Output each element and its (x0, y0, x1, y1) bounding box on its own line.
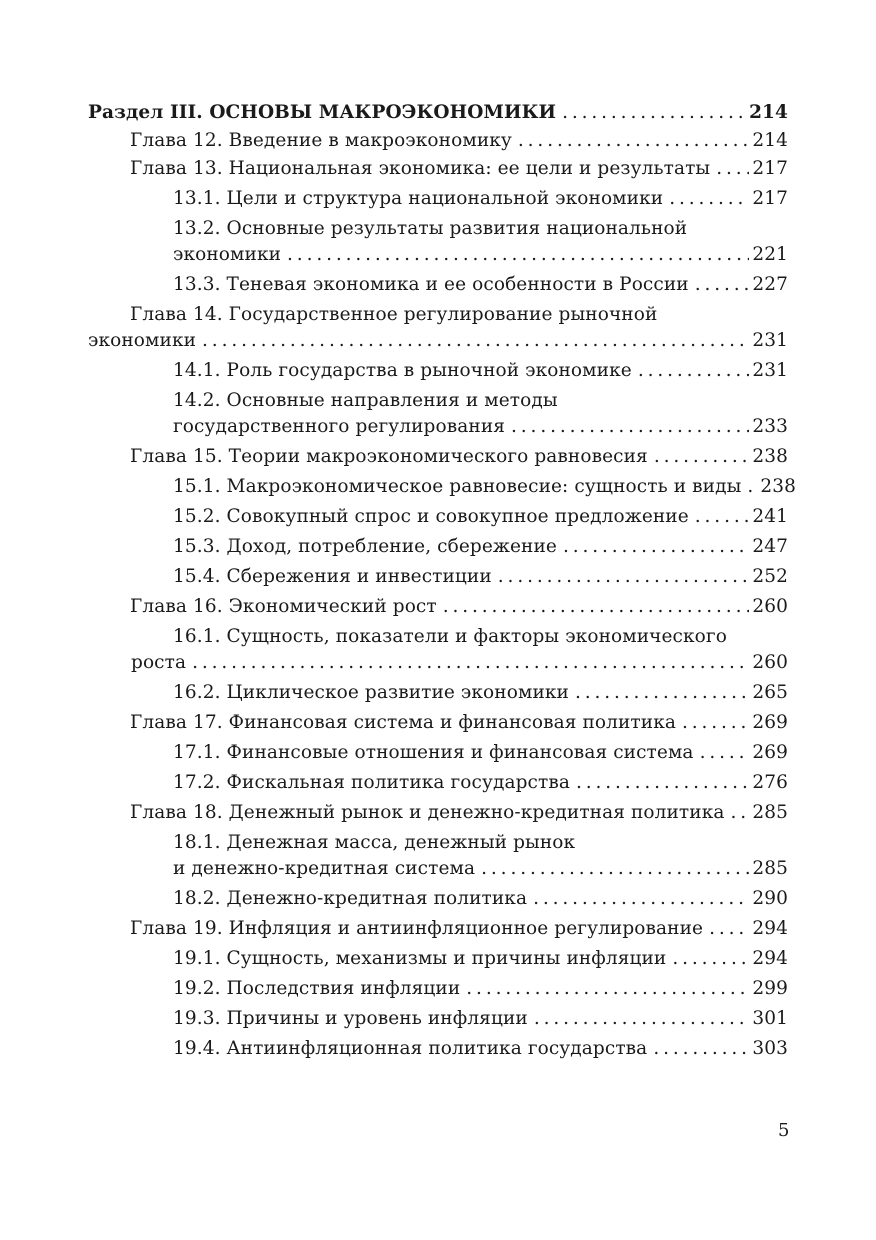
toc-entry-title: 16.2. Циклическое развитие экономики (173, 682, 569, 703)
toc-entry-page: 276 (752, 772, 788, 793)
toc-entry-title: 13.1. Цели и структура национальной экономики (173, 188, 664, 209)
dot-leader (709, 916, 749, 942)
toc-entry-page: 260 (752, 596, 788, 617)
toc-entry-title: Глава 16. Экономический рост (130, 596, 437, 617)
toc-section-3 (88, 100, 788, 126)
toc-subsection-15-2 (173, 504, 788, 530)
toc-entry-page: 241 (752, 506, 788, 527)
toc-subsection-19-3 (173, 1006, 788, 1032)
toc-subsection-13-2 (173, 216, 788, 268)
toc-subsection-15-1 (173, 474, 797, 500)
table-of-contents (88, 100, 797, 1066)
toc-entry-page: 303 (752, 1038, 788, 1059)
toc-entry-title: 17.2. Фискальная политика государства (173, 772, 570, 793)
toc-entry-page: 247 (752, 536, 788, 557)
toc-entry-page: 231 (752, 360, 788, 381)
toc-entry-page: 290 (752, 888, 788, 909)
toc-entry-page: 294 (752, 918, 788, 939)
dot-leader (511, 414, 749, 440)
toc-entry-title: 17.1. Финансовые отношения и финансовая система (173, 742, 694, 763)
toc-entry-page: 285 (752, 858, 788, 879)
toc-entry-title-line1: 14.2. Основные направления и методы (173, 390, 558, 411)
toc-entry-page: 269 (752, 712, 788, 733)
toc-subsection-15-3 (173, 534, 788, 560)
toc-entry-page: 301 (752, 1008, 788, 1029)
toc-subsection-16-2 (173, 680, 788, 706)
toc-subsection-19-4 (173, 1036, 788, 1062)
toc-entry-title: 15.2. Совокупный спрос и совокупное предложение (173, 506, 689, 527)
dot-leader (481, 856, 749, 882)
toc-entry-page: 285 (752, 802, 788, 823)
toc-subsection-13-1 (173, 186, 788, 212)
toc-subsection-14-2 (173, 388, 788, 440)
toc-entry-page: 265 (752, 682, 788, 703)
toc-entry-title: 19.4. Антиинфляционная политика государства (173, 1038, 648, 1059)
toc-chapter-19 (130, 916, 788, 942)
toc-entry-title: экономики (88, 330, 197, 351)
toc-entry-title: Глава 15. Теории макроэкономического равновесия (130, 446, 648, 467)
toc-entry-title: Глава 17. Финансовая система и финансовая политика (130, 712, 676, 733)
toc-subsection-18-2 (173, 886, 788, 912)
toc-entry-title-line1: 18.1. Денежная масса, денежный рынок (173, 832, 576, 853)
toc-subsection-13-3 (173, 272, 788, 298)
toc-entry-page: 214 (749, 102, 788, 123)
toc-chapter-18 (130, 800, 788, 826)
toc-entry-title: роста (131, 652, 187, 673)
toc-entry-title-line1: Глава 14. Государственное регулирование рыночной (130, 304, 658, 325)
toc-subsection-17-1 (173, 740, 788, 766)
toc-subsection-15-4 (173, 564, 788, 590)
dot-leader (654, 444, 750, 470)
toc-entry-title: 19.2. Последствия инфляции (173, 978, 461, 999)
toc-chapter-16 (130, 594, 788, 620)
toc-entry-title: экономики (173, 244, 282, 265)
dot-leader (443, 594, 750, 620)
toc-chapter-13 (130, 156, 788, 182)
toc-entry-title: Глава 13. Национальная экономика: ее цели и результаты (130, 158, 711, 179)
dot-leader (534, 1006, 750, 1032)
toc-entry-page: 252 (752, 566, 788, 587)
dot-leader (466, 976, 749, 1002)
toc-subsection-19-1 (173, 946, 788, 972)
toc-entry-title: 15.4. Сбережения и инвестиции (173, 566, 492, 587)
toc-entry-title: и денежно-кредитная система (173, 858, 476, 879)
page-number: 5 (778, 1120, 790, 1141)
toc-entry-title: 18.2. Денежно-кредитная политика (173, 888, 528, 909)
dot-leader (563, 534, 749, 560)
dot-leader (672, 946, 749, 972)
dot-leader (695, 272, 750, 298)
dot-leader (653, 1036, 749, 1062)
toc-entry-title-line1: 13.2. Основные результаты развития национальной (173, 218, 688, 239)
toc-entry-page: 214 (752, 130, 788, 151)
toc-subsection-18-1 (173, 830, 788, 882)
toc-entry-title: 14.1. Роль государства в рыночной экономике (173, 360, 632, 381)
toc-entry-page: 227 (752, 274, 788, 295)
dot-leader (576, 770, 749, 796)
dot-leader (638, 358, 750, 384)
dot-leader (682, 710, 749, 736)
toc-subsection-16-1 (131, 624, 788, 676)
dot-leader (700, 740, 750, 766)
toc-entry-page: 217 (752, 158, 788, 179)
toc-entry-page: 231 (752, 330, 788, 351)
toc-entry-page: 269 (752, 742, 788, 763)
toc-chapter-15 (130, 444, 788, 470)
toc-subsection-19-2 (173, 976, 788, 1002)
toc-entry-title-line1: 16.1. Сущность, показатели и факторы экономического (173, 626, 727, 647)
dot-leader (192, 650, 749, 676)
toc-entry-title: Глава 18. Денежный рынок и денежно-кредитная политика (130, 802, 725, 823)
dot-leader (533, 886, 749, 912)
dot-leader (202, 328, 749, 354)
dot-leader (287, 242, 749, 268)
toc-entry-page: 233 (752, 416, 788, 437)
toc-entry-title: государственного регулирования (173, 416, 506, 437)
dot-leader (695, 504, 750, 530)
dot-leader (747, 474, 757, 500)
dot-leader (518, 128, 749, 154)
toc-entry-page: 238 (760, 476, 797, 497)
dot-leader (730, 800, 749, 826)
toc-entry-page: 221 (752, 244, 788, 265)
dot-leader (669, 186, 749, 212)
dot-leader (575, 680, 749, 706)
toc-entry-title: 15.1. Макроэкономическое равновесие: сущность и виды (173, 476, 742, 497)
toc-subsection-14-1 (173, 358, 788, 384)
toc-entry-page: 299 (752, 978, 788, 999)
toc-entry-title: 15.3. Доход, потребление, сбережение (173, 536, 557, 557)
toc-entry-title: 19.1. Сущность, механизмы и причины инфляции (173, 948, 667, 969)
toc-subsection-17-2 (173, 770, 788, 796)
dot-leader (498, 564, 750, 590)
toc-entry-page: 217 (752, 188, 788, 209)
toc-entry-page: 238 (752, 446, 788, 467)
toc-chapter-12 (130, 128, 788, 154)
toc-chapter-14 (88, 302, 788, 354)
toc-entry-title: Глава 19. Инфляция и антиинфляционное регулирование (130, 918, 704, 939)
toc-entry-title: Глава 12. Введение в макроэкономику (130, 130, 512, 151)
dot-leader (716, 156, 749, 182)
toc-entry-title: 19.3. Причины и уровень инфляции (173, 1008, 528, 1029)
toc-entry-title: Раздел III. ОСНОВЫ МАКРОЭКОНОМИКИ (88, 102, 557, 123)
toc-chapter-17 (130, 710, 788, 736)
dot-leader (562, 100, 746, 126)
toc-entry-page: 294 (752, 948, 788, 969)
toc-entry-title: 13.3. Теневая экономика и ее особенности в России (173, 274, 689, 295)
toc-entry-page: 260 (752, 652, 788, 673)
